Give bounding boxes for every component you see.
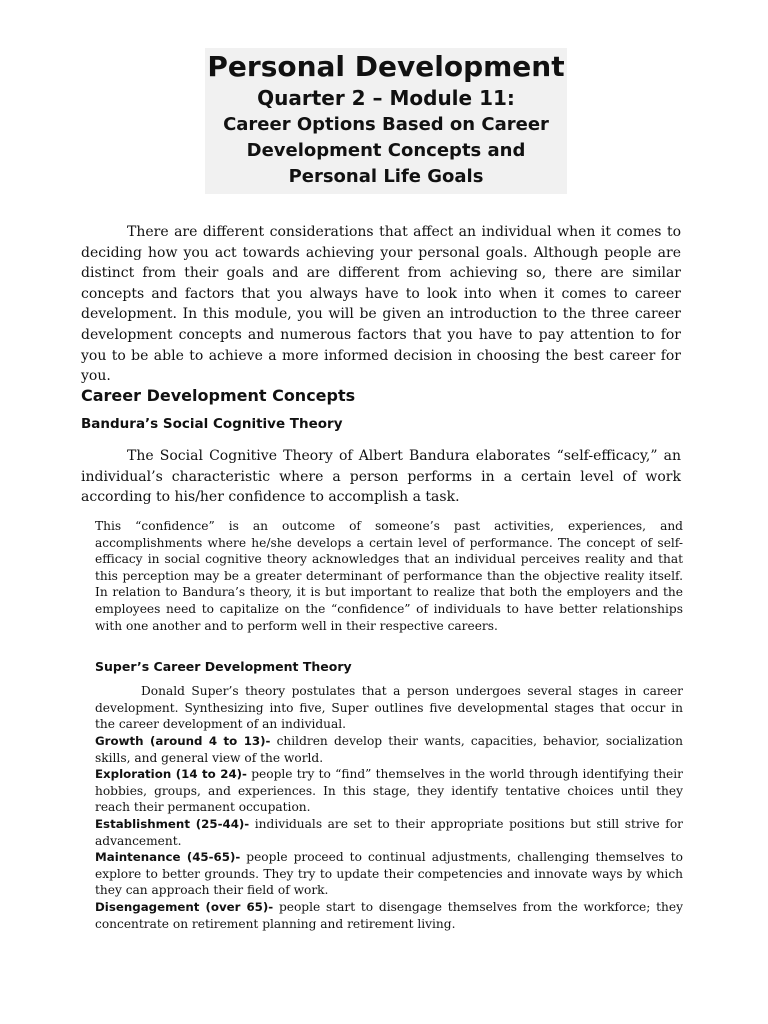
stage-description: people start to disengage themselves from the workforce; they concentrate on retirement planning and retirement living. — [95, 899, 683, 931]
module-subtitle-line-1: Career Options Based on Career — [223, 114, 549, 135]
stage-list — [95, 733, 683, 932]
list-item — [95, 899, 683, 932]
stage-name: Growth (around 4 to 13)- — [95, 734, 271, 748]
module-subtitle-line-3: Personal Life Goals — [288, 166, 484, 187]
section-heading: Career Development Concepts — [81, 386, 356, 405]
list-item — [95, 849, 683, 899]
stage-name: Establishment (25-44)- — [95, 816, 250, 831]
module-label: Quarter 2 – Module 11: — [257, 86, 515, 110]
module-subtitle-line-2: Development Concepts and — [246, 140, 526, 161]
list-item — [95, 816, 683, 849]
bandura-text: The Social Cognitive Theory of Albert Bandura elaborates “self-efficacy,” an individual’s characteristic where a person performs in a certain level of work according to his/her confidence to accomplish a task. — [81, 448, 681, 506]
intro-paragraph — [81, 222, 681, 387]
stage-name: Maintenance (45-65)- — [95, 850, 241, 865]
stage-description: individuals are set to their appropriate positions but still strive for advancement. — [95, 816, 683, 848]
super-text: Donald Super’s theory postulates that a person undergoes several stages in career development. Synthesizing into five, Super outlines five developmental stages that occur in the career development of an individual. — [95, 684, 683, 732]
stage-name: Exploration (14 to 24)- — [95, 767, 247, 782]
list-item — [95, 766, 683, 816]
document-title: Personal Development — [207, 50, 565, 83]
stage-description: people try to “find” themselves in the world through identifying their hobbies, groups, and experiences. In this stage, they identify tentative choices until they reach their permanent occupation. — [95, 767, 683, 815]
stage-description: people proceed to continual adjustments, challenging themselves to explore to better grounds. They try to update their competencies and innovate ways by which they can approach their field of work. — [95, 850, 683, 898]
list-item — [95, 733, 683, 766]
stage-description: children develop their wants, capacities, behavior, socialization skills, and general view of the world. — [95, 734, 683, 765]
bandura-paragraph — [81, 446, 681, 508]
super-paragraph — [95, 683, 683, 733]
title-block — [205, 48, 567, 194]
confidence-paragraph: This “confidence” is an outcome of someone’s past activities, experiences, and accomplishments where he/she develops a certain level of performance. The concept of self-efficacy in social cognitive theory acknowledges that an individual perceives reality and that this perception may be a greater determinant of performance than the objective reality itself. In relation to Bandura’s theory, it is but important to realize that both the employers and the employees need to capitalize on the “confidence” of individuals to have better relationships with one another and to perform well in their respective careers. — [95, 519, 683, 633]
super-heading: Super’s Career Development Theory — [95, 659, 352, 674]
intro-text: There are different considerations that affect an individual when it comes to deciding how you act towards achieving your personal goals. Although people are distinct from their goals and are different from achieving so, there are similar concepts and factors that you always have to look into when it comes to career development. In this module, you will be given an introduction to the three career development concepts and numerous factors that you have to pay attention to for you to be able to achieve a more informed decision in choosing the best career for you. — [81, 224, 681, 385]
bandura-heading: Bandura’s Social Cognitive Theory — [81, 416, 343, 432]
stage-name: Disengagement (over 65)- — [95, 899, 274, 914]
